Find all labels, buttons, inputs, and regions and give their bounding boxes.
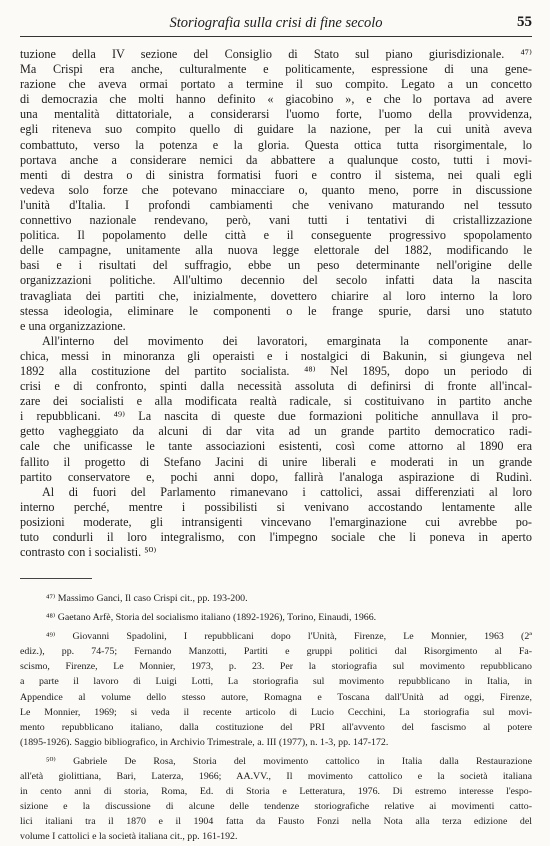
text-line: cale che unificasse le tante associazioni esistenti, così come attorno al 1890 era xyxy=(20,439,532,454)
text-line: getto vagheggiato da alcuni di dar vita ad un grande partito democratico radi- xyxy=(20,424,532,439)
text-line: crisi e di confronto, spinti dalla necessità assoluta di definirsi di fronte all'incal- xyxy=(20,379,532,394)
footnote-divider xyxy=(20,578,92,579)
footnote-line: mento repubblicano italiano, dalla costituzione del PRI all'avvento del fascismo al potere xyxy=(20,721,532,733)
running-title: Storiografia sulla crisi di fine secolo xyxy=(169,15,383,31)
footnote-line: (1895-1926). Saggio bibliografico, in Archivio Trimestrale, a. III (1977), n. 1-3, pp. 147-172. xyxy=(20,736,389,748)
footnote-line: a parte il lavoro di Luigi Lotti, La storiografia sul movimento repubblicano in Italia, in xyxy=(20,676,532,688)
text-line: chica, messi in minoranza gli operaisti e i nostalgici di Bakunin, si giungeva nel xyxy=(20,348,532,363)
text-line: tuzione della IV sezione del Consiglio di Stato sul piano giurisdizionale. ⁴⁷⁾ xyxy=(20,47,532,61)
text-line: travagliata dei partiti che, inizialmente, dovettero chiarire al loro interno la loro xyxy=(20,288,532,303)
main-text xyxy=(20,47,532,560)
text-line: egli riteneva suo compito quello di guidare la nazione, per la cui unità aveva xyxy=(20,122,532,137)
footnote-line: scismo, Firenze, Le Monnier, 1973, p. 23. Per la storiografia sul movimento repubblicano xyxy=(20,661,532,673)
text-line: razione che aveva ormai portato a termine il suo compito. Legato a un concetto xyxy=(20,77,532,92)
text-line: basi e i risultati del suffragio, ebbe un peso determinante nell'origine delle xyxy=(20,258,532,273)
footnote-line: in cento anni di storia, Roma, Ed. di Storia e Letteratura, 1976. Di estremo interesse l'espo- xyxy=(20,786,532,798)
text-line: e una organizzazione. xyxy=(20,318,126,333)
text-line: delle campagne, unitamente alla nuova legge elettorale del 1882, modificando le xyxy=(20,243,532,258)
footnote-line: all'età giolittiana, Bari, Laterza, 1966; AA.VV., Il movimento cattolico e la società italiana xyxy=(20,771,532,783)
footnote-line: ⁴⁷⁾ Massimo Ganci, Il caso Crispi cit., pp. 193-200. xyxy=(46,593,248,604)
text-line: All'interno del movimento dei lavoratori, emarginata la componente anar- xyxy=(42,333,532,348)
footnote-line: lici italiani tra il 1870 e il 1904 fatta da Fausto Fonzi nella Nota alla terza edizione del xyxy=(20,816,532,828)
footnote-line: Appendice al volume dello stesso autore, Romagna e Toscana dall'Unità ad oggi, Firenze, xyxy=(20,691,532,703)
footnote-line: Le Monnier, 1969; si veda il recente articolo di Lucio Cecchini, La storiografia sul movi- xyxy=(20,706,532,718)
text-line: stessa ideologia, eliminare le componenti o le frange spurie, darsi uno statuto xyxy=(20,303,532,318)
footnote-line: ⁵⁰⁾ Gabriele De Rosa, Storia del movimento cattolico in Italia dalla Restaurazione xyxy=(46,755,532,767)
page-header xyxy=(20,12,532,37)
text-line: politica. Il popolamento delle città e il conseguente progressivo spopolamento xyxy=(20,228,532,243)
text-line: zare dei socialisti e alla modificata realtà radicale, si costituivano in partito anche xyxy=(20,394,532,409)
text-line: vedeva solo forze che potevano minacciare o, quanto meno, porre in discussione xyxy=(20,182,532,197)
text-line: menti di destra o di sinistra formatisi fuori e contro il sistema, nei quali egli xyxy=(20,167,532,182)
text-line: una mentalità dittatoriale, a considerarsi l'uomo forte, l'uomo della provvidenza, xyxy=(20,107,532,122)
text-line: 1892 alla costituzione del partito socialista. ⁴⁸⁾ Nel 1895, dopo un periodo di xyxy=(20,363,532,378)
text-line: contrasto con i socialisti. ⁵⁰⁾ xyxy=(20,545,157,560)
text-line: fallito il progetto di Stefano Jacini di unire liberali e moderati in un grande xyxy=(20,454,532,469)
footnote-line: ediz.), pp. 74-75; Fernando Manzotti, Partiti e gruppi politici dal Risorgimento al Fa- xyxy=(20,646,532,658)
text-line: tuto condurli il loro integralismo, con l'impegno sociale che li poneva in aperto xyxy=(20,530,532,544)
footnote-line: ⁴⁹⁾ Giovanni Spadolini, I repubblicani dopo l'Unità, Firenze, Le Monnier, 1963 (2ª xyxy=(46,631,532,643)
text-line: interno perché, mentre i possibilisti si venivano accostando lentamente alle xyxy=(20,499,532,514)
text-line: combattuto, verso la potenza e la gloria. Questa ottica tutta risorgimentale, lo xyxy=(20,137,532,152)
text-line: Ma Crispi era anche, culturalmente e politicamente, espressione di una gene- xyxy=(20,62,532,77)
text-line: di democrazia che molti hanno definito « giacobino », e che lo portava ad avere xyxy=(20,92,532,107)
text-line: posizioni moderate, gli intransigenti vincevano l'emarginazione cui avrebbe po- xyxy=(20,514,532,529)
text-line: organizzazioni politiche. All'ultimo decennio del secolo infatti data la nascita xyxy=(20,273,532,288)
page-number: 55 xyxy=(517,14,532,30)
text-line: connettivo nazionale rendevano, però, vani tutti i tentativi di cristallizzazione xyxy=(20,213,532,228)
text-line: l'unità d'Italia. I profondi cambiamenti che venivano maturando nel tessuto xyxy=(20,197,532,212)
footnote-line: sizione e la discussione di alcune delle tendenze storiografiche relative ai movimenti catto- xyxy=(20,801,532,813)
text-line: i repubblicani. ⁴⁹⁾ La nascita di queste due formazioni politiche annullava il pro- xyxy=(20,409,532,424)
text-line: Al di fuori del Parlamento rimanevano i cattolici, assai differenziati al loro xyxy=(42,484,532,499)
text-line: portava anche a considerare nemici da abbattere a qualunque costo, tutti i movi- xyxy=(20,152,532,167)
footnote-line: ⁴⁸⁾ Gaetano Arfè, Storia del socialismo italiano (1892-1926), Torino, Einaudi, 1966. xyxy=(46,612,377,624)
text-line: partito conservatore e, pochi anni dopo, fallirà l'analoga aspirazione di Rudinì. xyxy=(20,469,532,484)
footnotes xyxy=(20,592,532,846)
footnote-line: volume I cattolici e la società italiana cit., pp. 161-192. xyxy=(20,831,238,843)
